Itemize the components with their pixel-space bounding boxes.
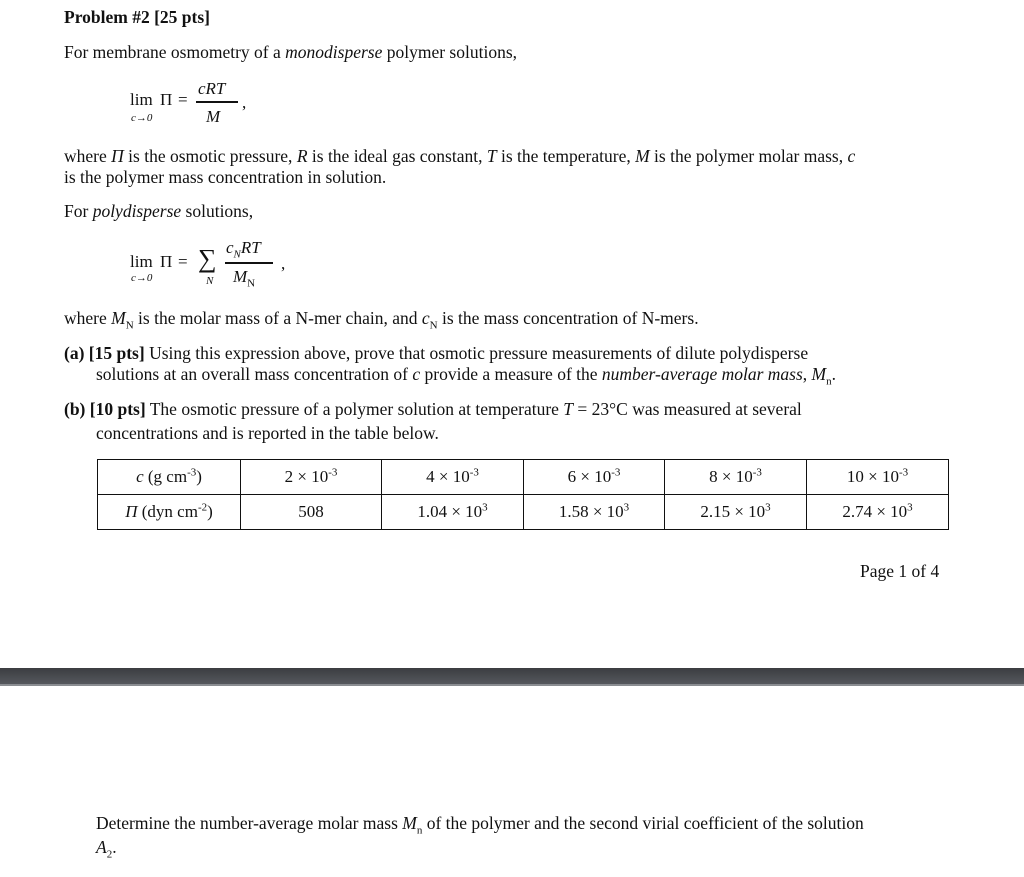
table-cell: 508 (241, 495, 382, 530)
table-cell: $2 \times 10^{-3}$ (241, 460, 382, 495)
table-row (98, 460, 949, 495)
table-cell: $4 \times 10^{-3}$ (382, 460, 524, 495)
table-row (98, 495, 949, 530)
polydisperse-intro: For polydisperse solutions, (64, 201, 254, 221)
table-cell: $1.04 \times 10^3$ (382, 495, 524, 530)
intro-text: For membrane osmometry of a monodisperse polymer solutions, (64, 42, 518, 62)
part-a-line-1: (a) [15 pts] Using this expression above, prove that osmotic pressure measurements of dilute polydisperse (64, 343, 809, 363)
table-cell: $10 \times 10^{-3}$ (807, 460, 949, 495)
page-separator (0, 668, 1024, 684)
osmotic-pressure-table (97, 459, 949, 530)
where-text-line-2: is the polymer mass concentration in solution. (64, 167, 387, 187)
row-header-concentration: c (g $cm^{-3}$) (98, 460, 241, 495)
part-b-line-1: (b) [10 pts] The osmotic pressure of a polymer solution at temperature T = 23°C was measured at several (64, 399, 802, 419)
part-b-line-2: concentrations and is reported in the table below. (96, 423, 439, 443)
page-number: Page 1 of 4 (860, 561, 940, 581)
table-cell: $2.15 \times 10^3$ (665, 495, 807, 530)
page-2-question-line-1: Determine the number-average molar mass $M_n$ of the polymer and the second virial coefficient of the solution (96, 813, 864, 837)
table-cell: $8 \times 10^{-3}$ (665, 460, 807, 495)
table-cell: $1.58 \times 10^3$ (524, 495, 665, 530)
problem-heading: Problem #2 [25 pts] (64, 7, 210, 27)
page-2-question-line-2: $A_2$. (96, 837, 117, 861)
where-text-line-1: where Π is the osmotic pressure, R is the ideal gas constant, T is the temperature, M is the polymer molar mass, c (64, 146, 856, 166)
table-cell: $6 \times 10^{-3}$ (524, 460, 665, 495)
table-cell: $2.74 \times 10^3$ (807, 495, 949, 530)
part-a-line-2: solutions at an overall mass concentration of c provide a measure of the number-average molar mass, $M_n$. (96, 364, 836, 388)
document-page-1: Problem #2 [25 pts] For membrane osmometry of a monodisperse polymer solutions, lim Π = c→0 cRT M , where Π is the osmotic pressure, R is the ideal gas constant, T is the temperature, M is the polymer molar mass, c is the polymer mass concentration in solution. For polydisperse solutions, lim Π = c→0 ∑ N $c_NRT$ $M_N$ , where $M_N$ is the molar mass of a N-mer chain, and $c_N$ is the mass concentration of N-mers. (a) [15 pts] Using this expression above, prove that osmotic pressure measurements of dilute polydisperse solutions at an overall mass concentration of c provide a measure of the number-average molar mass, $M_n$. (b) [10 pts] The osmotic pressure of a polymer solution at temperature T = 23°C was measured at several concentrations and is reported in the table below. c (g $cm^{-3}$) $2 \times 10^{-3}$ $4 \times 10^{-3}$ $6 \times 10^{-3}$ $8 \times 10^{-3}$ $10 \times 10^{-3}$ Π (dyn $cm^{-2}$) 508 $1.04 \times 10^3$ $1.58 \times 10^3$ $2.15 \times 10^3$ $2.74 \times 10^3$ Page 1 of 4 (0, 0, 1024, 668)
row-header-pressure: Π (dyn $cm^{-2}$) (98, 495, 241, 530)
where-text-polydisperse: where $M_N$ is the molar mass of a N-mer chain, and $c_N$ is the mass concentration of N-mers. (64, 308, 699, 332)
document-page-2 (0, 686, 1024, 877)
